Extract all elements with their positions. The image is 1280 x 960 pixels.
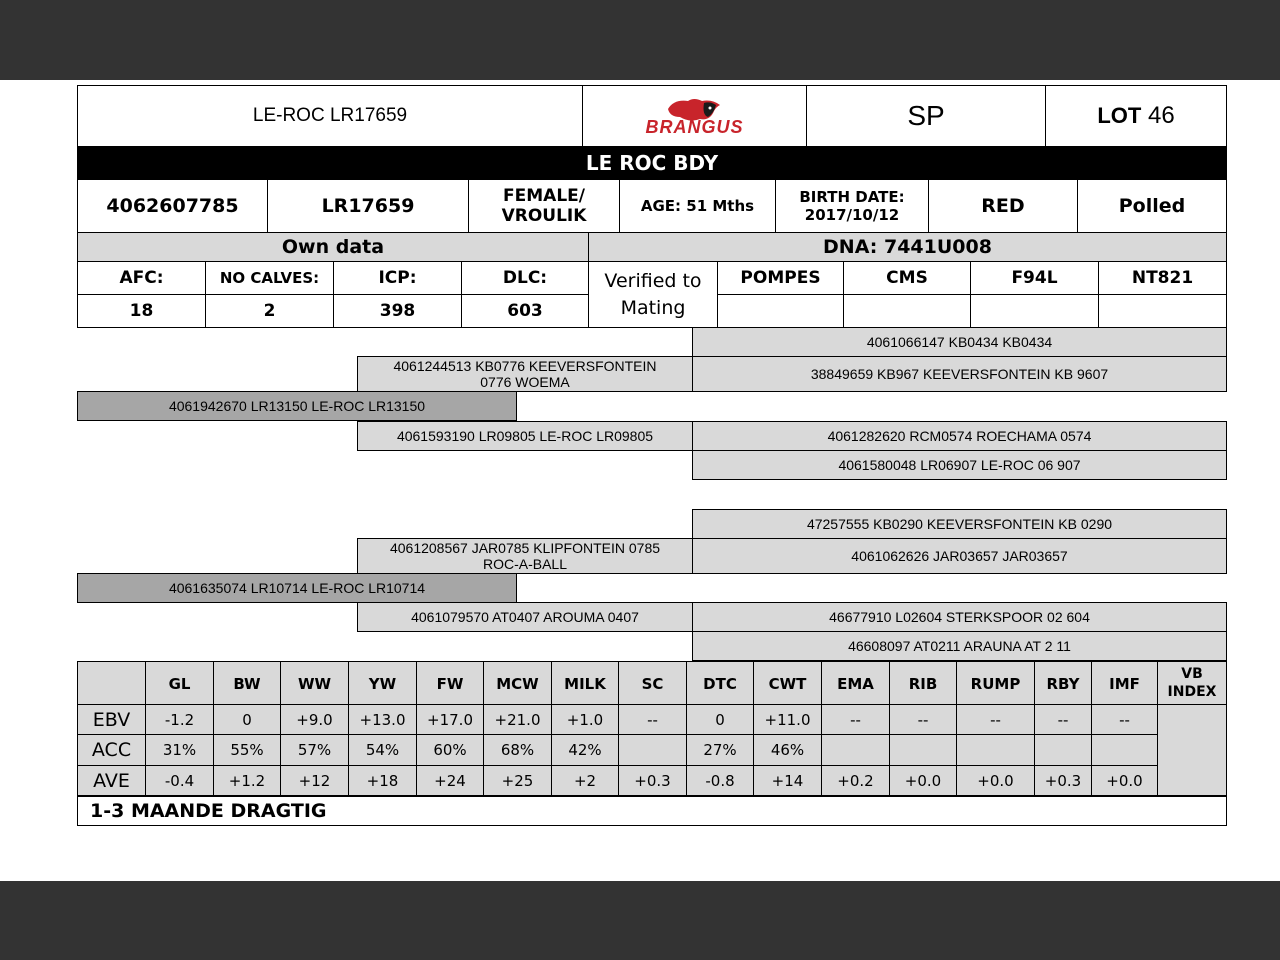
pedigree-sire: 4061942670 LR13150 LE-ROC LR13150	[77, 391, 517, 421]
ebv-cell: -0.4	[145, 765, 214, 797]
ebv-cell: +11.0	[753, 704, 822, 736]
ebv-header-fw: FW	[416, 661, 484, 706]
ebv-cell: 60%	[416, 734, 484, 766]
sex-line2: VROULIK	[501, 206, 587, 226]
lot-label: LOT	[1097, 103, 1142, 128]
ebv-cell: -0.8	[686, 765, 754, 797]
own-data-header-calves: NO CALVES:	[205, 261, 334, 295]
vb-index-line2: INDEX	[1167, 683, 1217, 700]
lot-number	[1045, 85, 1227, 147]
ebv-cell	[889, 734, 957, 766]
pedigree-sire-sire-line1: 4061244513 KB0776 KEEVERSFONTEIN	[393, 357, 657, 374]
pedigree-dam-sire-line2: ROC-A-BALL	[482, 556, 568, 572]
dna-header-cms: CMS	[843, 261, 971, 295]
ebv-cell: 55%	[213, 734, 281, 766]
ebv-header-yw: YW	[348, 661, 417, 706]
ebv-cell: +18	[348, 765, 417, 797]
age: AGE: 51 Mths	[619, 179, 776, 233]
ebv-header-rib: RIB	[889, 661, 957, 706]
ebv-cell: 68%	[483, 734, 552, 766]
pedigree-sdd: 4061580048 LR06907 LE-ROC 06 907	[692, 450, 1227, 480]
own-data-header-dlc: DLC:	[461, 261, 589, 295]
ebv-header-rump: RUMP	[956, 661, 1035, 706]
verified-line2: Mating	[620, 296, 686, 319]
ebv-row-label-acc: ACC	[77, 734, 146, 766]
ebv-cell: +0.0	[956, 765, 1035, 797]
ebv-cell: +1.2	[213, 765, 281, 797]
ebv-header-cwt: CWT	[753, 661, 822, 706]
vb-index-line1: VB	[1181, 666, 1203, 682]
ebv-cell	[821, 734, 890, 766]
grade: SP	[806, 85, 1046, 147]
pedigree-sss: 4061066147 KB0434 KB0434	[692, 327, 1227, 357]
ebv-cell: --	[618, 704, 687, 736]
lot-value: 46	[1147, 102, 1175, 129]
color: RED	[928, 179, 1078, 233]
ebv-header-sc: SC	[618, 661, 687, 706]
ebv-header-ema: EMA	[821, 661, 890, 706]
animal-name-banner: LE ROC BDY	[77, 146, 1227, 180]
ebv-header-vb-index	[1157, 661, 1227, 706]
ebv-cell	[618, 734, 687, 766]
ebv-cell: +0.0	[1091, 765, 1158, 797]
own-data-value-afc: 18	[77, 294, 206, 328]
own-data-header-afc: AFC:	[77, 261, 206, 295]
birth-date-label: BIRTH DATE:	[799, 188, 905, 206]
pedigree-dam: 4061635074 LR10714 LE-ROC LR10714	[77, 573, 517, 603]
ebv-header-ww: WW	[280, 661, 349, 706]
ebv-cell: +24	[416, 765, 484, 797]
ebv-cell: +21.0	[483, 704, 552, 736]
pedigree-dss: 47257555 KB0290 KEEVERSFONTEIN KB 0290	[692, 509, 1227, 539]
sex	[468, 179, 620, 233]
ebv-cell: 27%	[686, 734, 754, 766]
ebv-cell: +14	[753, 765, 822, 797]
ebv-header-milk: MILK	[551, 661, 619, 706]
dna-header-pompes: POMPES	[717, 261, 844, 295]
dna-header-f94l: F94L	[970, 261, 1099, 295]
ebv-cell: +17.0	[416, 704, 484, 736]
ebv-cell: 0	[213, 704, 281, 736]
own-data-header-icp: ICP:	[333, 261, 462, 295]
horn-status: Polled	[1077, 179, 1227, 233]
pedigree-sire-sire-line2: 0776 WOEMA	[480, 374, 570, 390]
ebv-header-corner	[77, 661, 146, 706]
ebv-cell: --	[956, 704, 1035, 736]
lot-sheet	[0, 80, 1280, 881]
ebv-cell: +1.0	[551, 704, 619, 736]
dna-header-nt821: NT821	[1098, 261, 1227, 295]
ebv-row-label-ebv: EBV	[77, 704, 146, 736]
ebv-header-mcw: MCW	[483, 661, 552, 706]
own-data-value-dlc: 603	[461, 294, 589, 328]
sex-line1: FEMALE/	[503, 186, 585, 206]
ebv-cell: -1.2	[145, 704, 214, 736]
ebv-vb-index-value	[1157, 704, 1227, 797]
ebv-cell	[956, 734, 1035, 766]
pedigree-sds: 4061282620 RCM0574 ROECHAMA 0574	[692, 421, 1227, 451]
ebv-cell: 31%	[145, 734, 214, 766]
ebv-cell: +9.0	[280, 704, 349, 736]
remark: 1-3 MAANDE DRAGTIG	[77, 795, 1227, 826]
ebv-cell: 57%	[280, 734, 349, 766]
ebv-cell: 46%	[753, 734, 822, 766]
ebv-cell: +0.3	[618, 765, 687, 797]
ebv-cell	[1034, 734, 1092, 766]
ebv-cell: --	[1034, 704, 1092, 736]
dna-title: DNA: 7441U008	[588, 232, 1227, 262]
ebv-cell: 0	[686, 704, 754, 736]
ebv-header-rby: RBY	[1034, 661, 1092, 706]
animal-registered-name: LE-ROC LR17659	[77, 85, 583, 147]
dna-value-cms	[843, 294, 971, 328]
pedigree-ddd: 46608097 AT0211 ARAUNA AT 2 11	[692, 631, 1227, 661]
dna-value-f94l	[970, 294, 1099, 328]
ebv-cell	[1091, 734, 1158, 766]
ebv-cell: 42%	[551, 734, 619, 766]
own-data-value-icp: 398	[333, 294, 462, 328]
brangus-logo	[582, 85, 807, 147]
logo-text: BRANGUS	[645, 116, 744, 137]
pedigree-dam-sire	[357, 538, 693, 574]
pedigree-dsd: 4061062626 JAR03657 JAR03657	[692, 538, 1227, 574]
ebv-cell: +0.0	[889, 765, 957, 797]
pedigree-sire-dam: 4061593190 LR09805 LE-ROC LR09805	[357, 421, 693, 451]
ebv-cell: --	[821, 704, 890, 736]
birth-date	[775, 179, 929, 233]
own-data-title: Own data	[77, 232, 589, 262]
ebv-header-gl: GL	[145, 661, 214, 706]
own-data-value-calves: 2	[205, 294, 334, 328]
birth-date-value: 2017/10/12	[804, 206, 900, 224]
ebv-cell: +25	[483, 765, 552, 797]
verified-to-mating	[588, 261, 718, 328]
ebv-header-bw: BW	[213, 661, 281, 706]
ebv-cell: --	[889, 704, 957, 736]
pedigree-sire-sire	[357, 356, 693, 392]
animal-id: 4062607785	[77, 179, 268, 233]
ebv-cell: +0.2	[821, 765, 890, 797]
ebv-header-imf: IMF	[1091, 661, 1158, 706]
dna-value-pompes	[717, 294, 844, 328]
pedigree-dam-sire-line1: 4061208567 JAR0785 KLIPFONTEIN 0785	[389, 539, 661, 556]
ebv-cell: +0.3	[1034, 765, 1092, 797]
pedigree-ssd: 38849659 KB967 KEEVERSFONTEIN KB 9607	[692, 356, 1227, 392]
ebv-cell: --	[1091, 704, 1158, 736]
ebv-cell: +12	[280, 765, 349, 797]
dna-value-nt821	[1098, 294, 1227, 328]
verified-line1: Verified to	[604, 269, 702, 292]
pedigree-dds: 46677910 L02604 STERKSPOOR 02 604	[692, 602, 1227, 632]
ebv-header-dtc: DTC	[686, 661, 754, 706]
ebv-cell: +13.0	[348, 704, 417, 736]
ebv-cell: 54%	[348, 734, 417, 766]
animal-reg-number: LR17659	[267, 179, 469, 233]
pedigree-dam-dam: 4061079570 AT0407 AROUMA 0407	[357, 602, 693, 632]
ebv-cell: +2	[551, 765, 619, 797]
ebv-row-label-ave: AVE	[77, 765, 146, 797]
